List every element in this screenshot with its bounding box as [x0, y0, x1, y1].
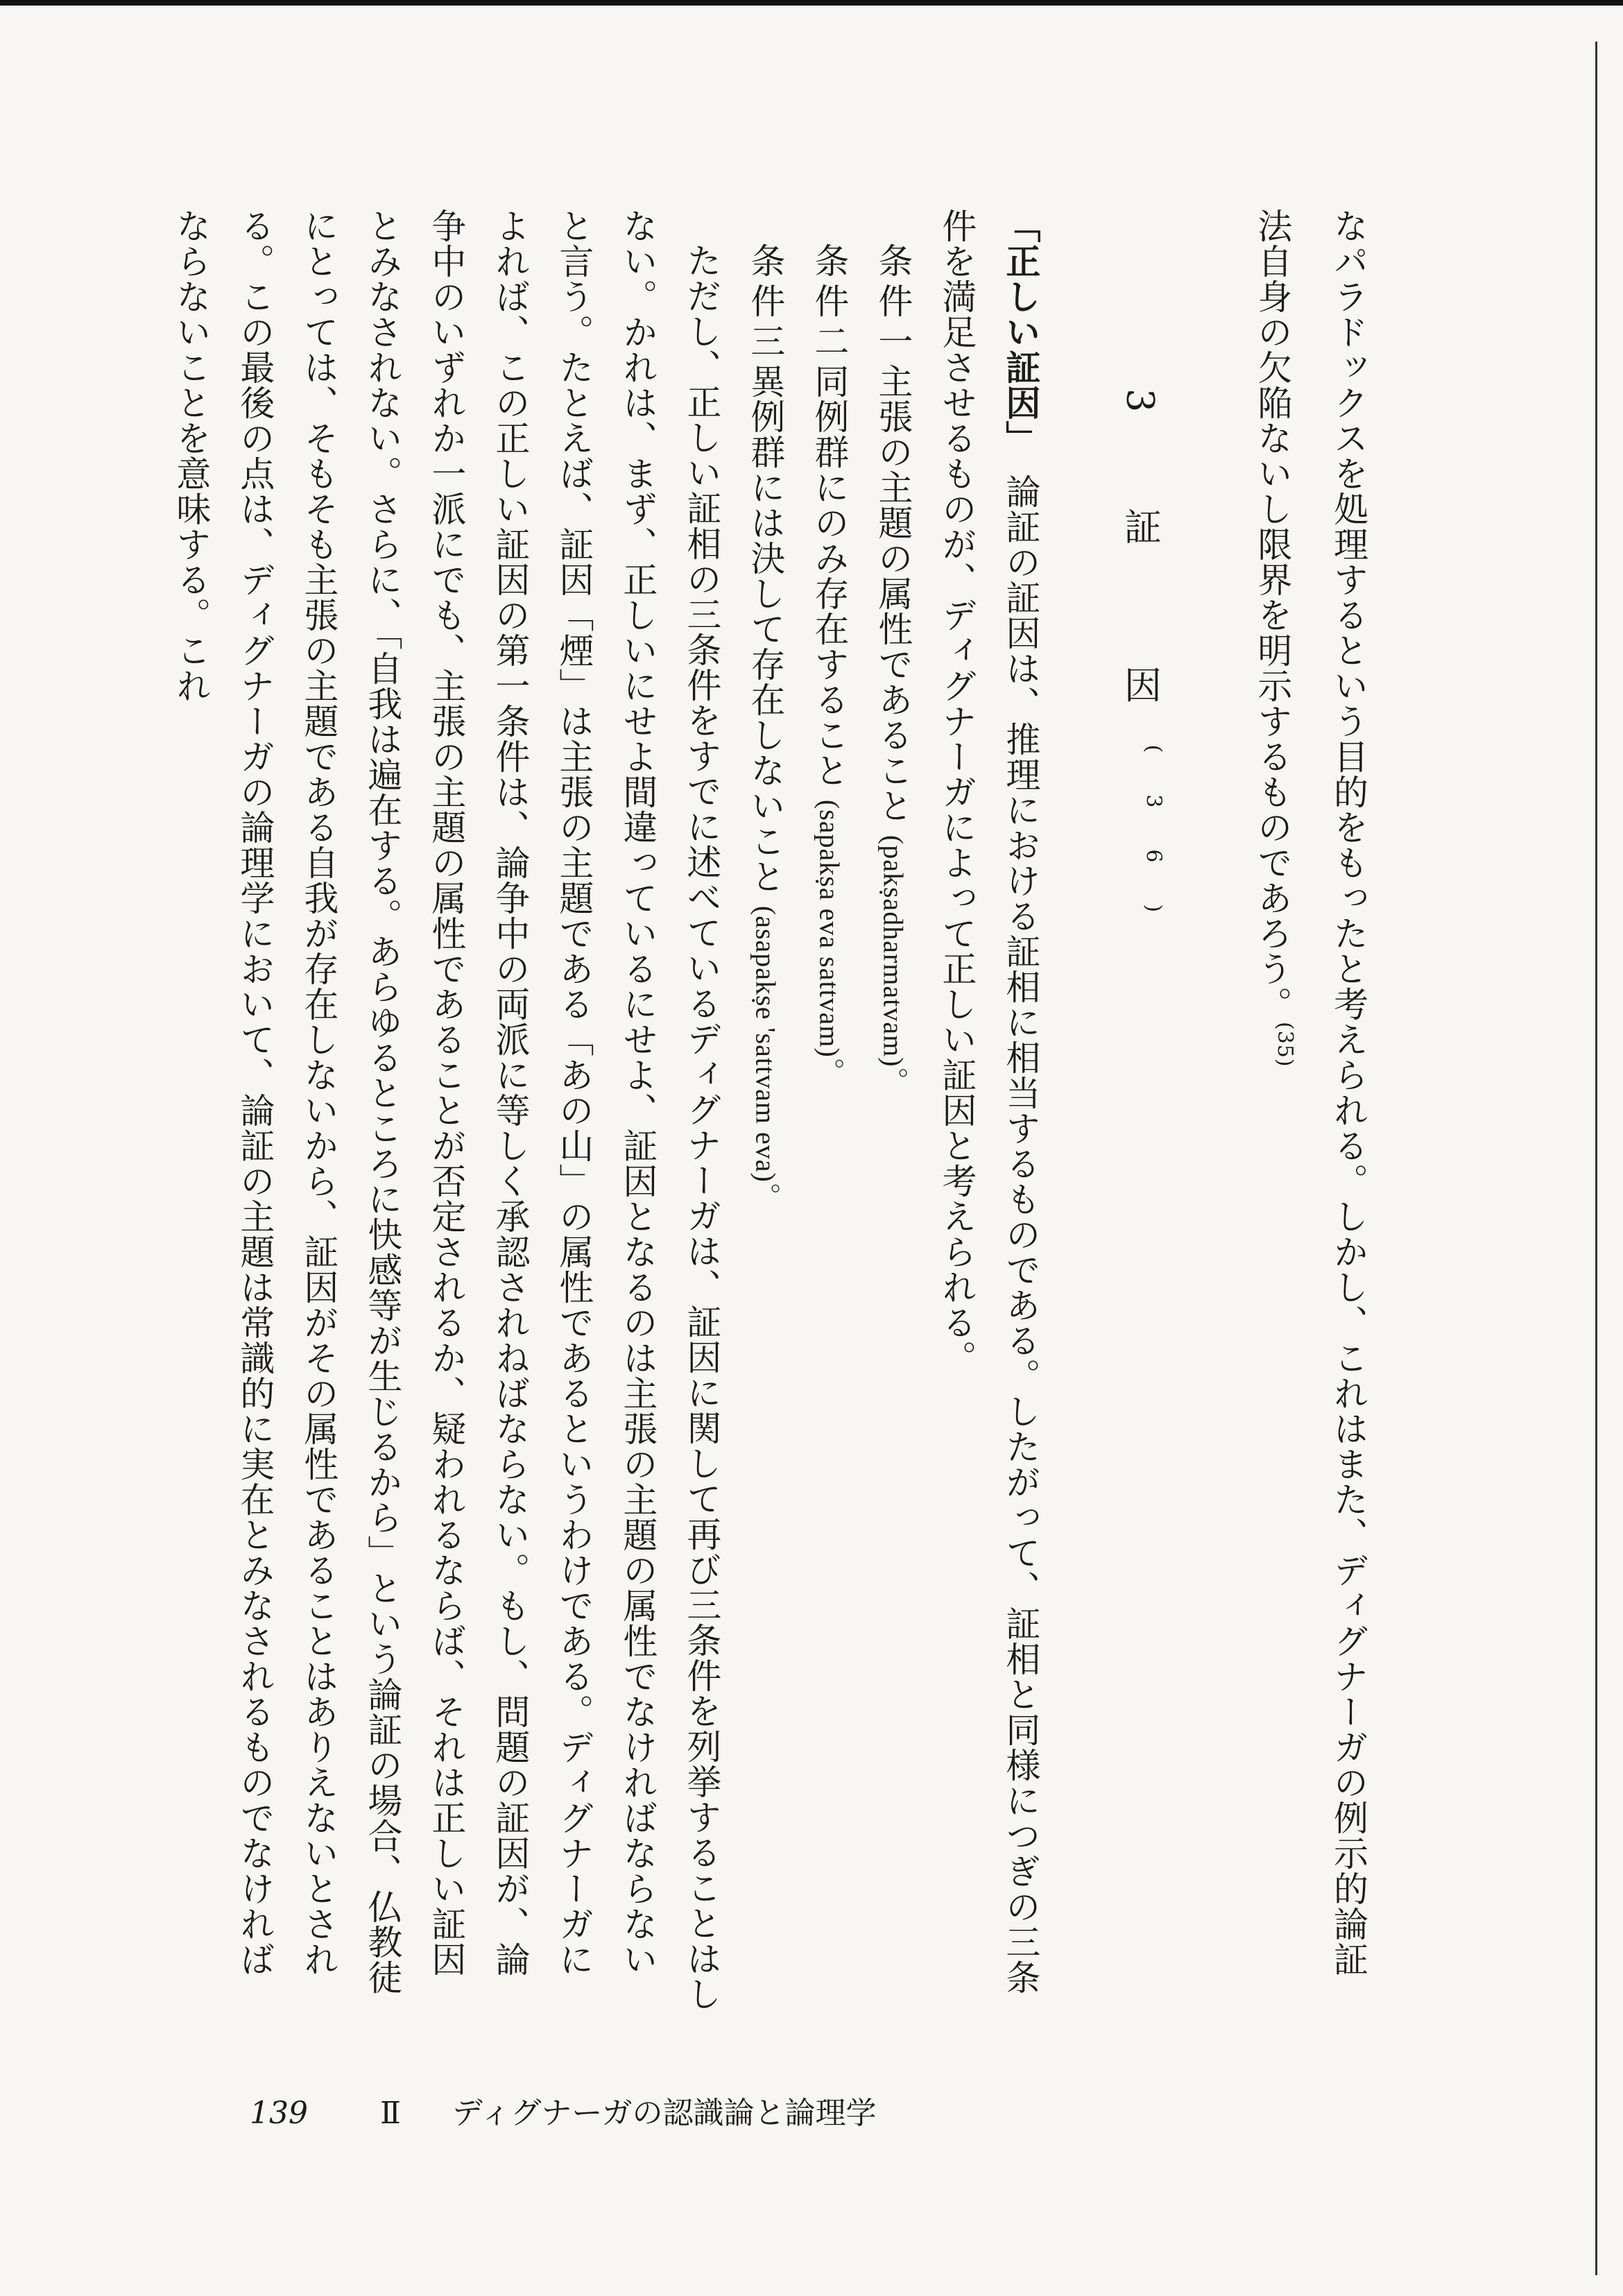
section-heading	[1108, 208, 1185, 2012]
part-numeral: Ⅱ	[379, 2096, 401, 2131]
condition-sanskrit: (asapakṣe 'sattvam eva)。	[750, 905, 782, 1211]
paragraph-text: ただし、正しい証相の三条件をすでに述べているディグナーガは、証因に関して再び三条件を列挙することはしない。かれは、まず、正しいにせよ間違っているにせよ、証因となるのは主張の主題の属性でなければならないと言う。たとえば、証因「煙」は主張の主題である「あの山」の属性であるというわけである。ディグナーガによれば、この正しい証因の第一条件は、論争中の両派に等しく承認されねばならない。もし、問題の証因が、論争中のいずれか一派にでも、主張の主題の属性であることが否定されるか、疑われるならば、それは正しい証因とみなされない。さらに、「自我は遍在する。あらゆるところに快感等が生じるから」という論証の場合、仏教徒にとっては、そもそも主張の主題である自我が存在しないから、証因がその属性であることはありえないとされる。この最後の点は、ディグナーガの論理学において、論証の主題は常識的に実在とみなされるものでなければならないことを意味する。これ	[171, 208, 722, 2012]
running-title: ディグナーガの認識論と論理学	[452, 2096, 877, 2131]
condition-label: 条件二	[809, 243, 850, 363]
condition-sanskrit: (sapakṣa eva sattvam)。	[814, 799, 845, 1086]
vertical-text-body	[171, 208, 1380, 2012]
condition-one	[861, 208, 925, 2012]
note-marker-35: (35)	[1273, 1022, 1297, 1068]
condition-three	[733, 208, 797, 2012]
condition-sanskrit: (pakṣadharmatvam)。	[877, 834, 909, 1096]
paragraph-continuation	[1240, 208, 1380, 2012]
note-marker-36: (36)	[1141, 744, 1166, 954]
section-number: 3	[1118, 388, 1162, 454]
top-border-rule	[0, 0, 1623, 6]
page-number: 139	[250, 2096, 308, 2131]
condition-label: 条件三	[745, 243, 786, 363]
condition-label: 条件一	[873, 243, 913, 363]
condition-text: 同例群にのみ存在すること	[809, 363, 850, 788]
section-title: 証 因	[1118, 507, 1162, 745]
paragraph-text: なパラドックスを処理するという目的をもったと考えられる。しかし、これはまた、ディグナーガの例示的論証法自身の欠陥ないし限界を明示するものであろう。	[1252, 208, 1368, 1977]
condition-text: 主張の主題の属性であること	[873, 363, 913, 823]
paragraph-discussion	[159, 208, 733, 2012]
page-edge-line	[1595, 42, 1597, 2275]
page-footer	[250, 2088, 877, 2132]
condition-text: 異例群には決して存在しないこと	[745, 363, 786, 894]
condition-two	[797, 208, 861, 2012]
paragraph-correct-reason	[925, 208, 1052, 2012]
paragraph-lead-term: 「正しい証因」	[1000, 208, 1042, 438]
paragraph-text: 論証の証因は、推理における証相に相当するものである。したがって、証相と同様につぎの三条件を満足させるものが、ディグナーガによって正しい証因と考えられる。	[936, 208, 1041, 1995]
